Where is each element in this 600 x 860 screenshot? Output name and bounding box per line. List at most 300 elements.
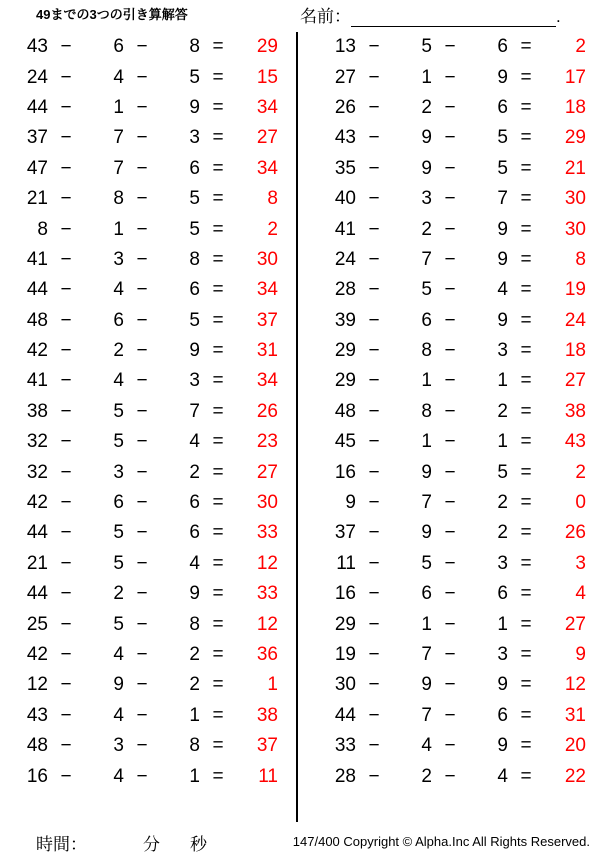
operand-first: 41 — [334, 218, 356, 240]
minus-sign-icon: − — [444, 431, 456, 453]
operand-second: 1 — [113, 96, 124, 118]
equals-sign-icon: = — [520, 188, 532, 210]
operand-first: 38 — [26, 400, 48, 422]
minus-sign-icon: − — [60, 522, 72, 544]
answer-value: 2 — [267, 218, 278, 240]
minus-sign-icon: − — [60, 704, 72, 726]
equals-sign-icon: = — [520, 66, 532, 88]
minus-sign-icon: − — [444, 492, 456, 514]
operand-first: 47 — [26, 157, 48, 179]
problem-row — [0, 579, 296, 609]
problem-row — [0, 154, 296, 184]
answer-value: 24 — [564, 309, 586, 331]
operand-third: 5 — [189, 309, 200, 331]
operand-second: 5 — [113, 400, 124, 422]
operand-first: 35 — [334, 157, 356, 179]
minus-sign-icon: − — [60, 583, 72, 605]
answer-value: 2 — [575, 36, 586, 58]
minus-sign-icon: − — [60, 218, 72, 240]
operand-first: 26 — [334, 96, 356, 118]
minus-sign-icon: − — [444, 96, 456, 118]
problem-column-left — [0, 32, 296, 792]
operand-first: 45 — [334, 431, 356, 453]
operand-first: 43 — [334, 127, 356, 149]
problem-row — [0, 397, 296, 427]
minus-sign-icon: − — [368, 522, 380, 544]
operand-first: 44 — [26, 96, 48, 118]
operand-second: 2 — [421, 218, 432, 240]
minus-sign-icon: − — [60, 765, 72, 787]
minus-sign-icon: − — [136, 522, 148, 544]
operand-first: 42 — [26, 644, 48, 665]
operand-third: 1 — [497, 431, 508, 453]
operand-first: 9 — [345, 492, 356, 514]
problem-row — [296, 701, 600, 731]
operand-third: 6 — [497, 704, 508, 726]
operand-third: 9 — [497, 218, 508, 240]
operand-first: 44 — [334, 704, 356, 726]
problem-row — [0, 731, 296, 761]
minus-sign-icon: − — [444, 613, 456, 635]
operand-third: 2 — [189, 674, 200, 696]
problem-row — [296, 336, 600, 366]
minus-sign-icon: − — [368, 370, 380, 392]
problem-row — [296, 397, 600, 427]
equals-sign-icon: = — [212, 400, 224, 422]
minus-sign-icon: − — [60, 431, 72, 453]
operand-first: 28 — [334, 765, 356, 787]
minus-sign-icon: − — [136, 400, 148, 422]
operand-third: 3 — [497, 644, 508, 665]
answer-value: 23 — [256, 431, 278, 453]
minus-sign-icon: − — [444, 340, 456, 362]
operand-second: 7 — [113, 127, 124, 149]
minus-sign-icon: − — [444, 66, 456, 88]
operand-first: 39 — [334, 309, 356, 331]
answer-value: 30 — [256, 492, 278, 514]
operand-second: 8 — [113, 188, 124, 210]
equals-sign-icon: = — [212, 613, 224, 635]
operand-first: 32 — [26, 461, 48, 483]
answer-value: 21 — [564, 157, 586, 179]
minus-sign-icon: − — [444, 36, 456, 58]
minus-sign-icon: − — [444, 552, 456, 574]
operand-third: 2 — [189, 461, 200, 483]
answer-value: 9 — [575, 644, 586, 665]
problem-row — [0, 32, 296, 62]
minus-sign-icon: − — [368, 735, 380, 757]
operand-second: 1 — [421, 431, 432, 453]
minus-sign-icon: − — [368, 340, 380, 362]
operand-third: 8 — [189, 36, 200, 58]
answer-value: 12 — [256, 552, 278, 574]
minus-sign-icon: − — [444, 127, 456, 149]
time-label: 時間： — [36, 835, 87, 854]
equals-sign-icon: = — [212, 36, 224, 58]
operand-second: 2 — [113, 340, 124, 362]
minus-sign-icon: − — [444, 400, 456, 422]
problem-row — [0, 93, 296, 123]
operand-third: 7 — [189, 400, 200, 422]
problem-row — [0, 488, 296, 518]
problem-row — [296, 93, 600, 123]
minus-sign-icon: − — [136, 188, 148, 210]
minus-sign-icon: − — [368, 431, 380, 453]
operand-third: 9 — [497, 248, 508, 270]
equals-sign-icon: = — [520, 157, 532, 179]
operand-first: 24 — [334, 248, 356, 270]
operand-second: 3 — [113, 735, 124, 757]
operand-third: 3 — [497, 552, 508, 574]
minus-sign-icon: − — [444, 704, 456, 726]
answer-value: 27 — [564, 370, 586, 392]
equals-sign-icon: = — [212, 127, 224, 149]
answer-value: 38 — [564, 400, 586, 422]
equals-sign-icon: = — [212, 674, 224, 696]
operand-first: 16 — [334, 461, 356, 483]
answer-value: 34 — [256, 370, 278, 392]
equals-sign-icon: = — [520, 279, 532, 301]
problem-row — [296, 62, 600, 92]
equals-sign-icon: = — [520, 674, 532, 696]
operand-second: 6 — [113, 492, 124, 514]
operand-third: 1 — [189, 765, 200, 787]
minus-sign-icon: − — [60, 279, 72, 301]
minus-sign-icon: − — [136, 735, 148, 757]
operand-third: 9 — [497, 735, 508, 757]
operand-second: 8 — [421, 340, 432, 362]
operand-second: 1 — [421, 370, 432, 392]
equals-sign-icon: = — [212, 340, 224, 362]
answer-value: 30 — [256, 248, 278, 270]
operand-third: 6 — [497, 583, 508, 605]
minus-sign-icon: − — [60, 674, 72, 696]
minus-sign-icon: − — [444, 644, 456, 665]
problem-row — [0, 62, 296, 92]
equals-sign-icon: = — [212, 765, 224, 787]
answer-value: 26 — [564, 522, 586, 544]
answer-value: 34 — [256, 157, 278, 179]
operand-first: 40 — [334, 188, 356, 210]
problem-row — [0, 427, 296, 457]
operand-third: 4 — [497, 279, 508, 301]
minus-sign-icon: − — [444, 218, 456, 240]
equals-sign-icon: = — [212, 461, 224, 483]
operand-third: 5 — [189, 218, 200, 240]
minus-sign-icon: − — [60, 188, 72, 210]
operand-second: 7 — [421, 492, 432, 514]
minus-sign-icon: − — [136, 127, 148, 149]
equals-sign-icon: = — [212, 552, 224, 574]
minus-sign-icon: − — [368, 36, 380, 58]
minus-sign-icon: − — [368, 309, 380, 331]
operand-first: 48 — [26, 735, 48, 757]
operand-second: 9 — [421, 461, 432, 483]
operand-second: 3 — [113, 461, 124, 483]
operand-second: 2 — [421, 765, 432, 787]
minus-sign-icon: − — [368, 96, 380, 118]
operand-third: 4 — [497, 765, 508, 787]
operand-third: 5 — [497, 127, 508, 149]
equals-sign-icon: = — [212, 157, 224, 179]
operand-third: 1 — [497, 370, 508, 392]
answer-value: 34 — [256, 279, 278, 301]
equals-sign-icon: = — [212, 704, 224, 726]
operand-second: 5 — [421, 36, 432, 58]
problem-row — [296, 123, 600, 153]
answer-value: 43 — [564, 431, 586, 453]
equals-sign-icon: = — [520, 613, 532, 635]
operand-first: 29 — [334, 340, 356, 362]
operand-third: 3 — [497, 340, 508, 362]
equals-sign-icon: = — [212, 522, 224, 544]
minus-sign-icon: − — [444, 674, 456, 696]
problem-row — [0, 701, 296, 731]
minus-sign-icon: − — [444, 583, 456, 605]
operand-first: 43 — [26, 704, 48, 726]
operand-third: 8 — [189, 735, 200, 757]
operand-first: 37 — [26, 127, 48, 149]
minus-sign-icon: − — [368, 492, 380, 514]
equals-sign-icon: = — [212, 431, 224, 453]
minus-sign-icon: − — [136, 583, 148, 605]
problem-row — [296, 670, 600, 700]
equals-sign-icon: = — [520, 644, 532, 665]
minus-sign-icon: − — [136, 644, 148, 665]
answer-value: 12 — [564, 674, 586, 696]
minus-sign-icon: − — [60, 492, 72, 514]
minus-sign-icon: − — [444, 461, 456, 483]
operand-second: 2 — [421, 96, 432, 118]
problem-row — [296, 275, 600, 305]
operand-third: 1 — [497, 613, 508, 635]
answer-value: 31 — [256, 340, 278, 362]
equals-sign-icon: = — [520, 431, 532, 453]
problem-row — [296, 640, 600, 670]
equals-sign-icon: = — [520, 218, 532, 240]
answer-value: 8 — [267, 188, 278, 210]
minus-sign-icon: − — [368, 279, 380, 301]
operand-second: 5 — [113, 613, 124, 635]
operand-third: 3 — [189, 370, 200, 392]
operand-third: 9 — [189, 340, 200, 362]
operand-third: 4 — [189, 431, 200, 453]
page-title: 49までの3つの引き算解答 — [36, 7, 188, 22]
equals-sign-icon: = — [212, 644, 224, 665]
operand-third: 5 — [189, 66, 200, 88]
minus-sign-icon: − — [368, 674, 380, 696]
name-field-area — [300, 2, 561, 27]
minus-sign-icon: − — [60, 36, 72, 58]
operand-first: 43 — [26, 36, 48, 58]
minus-sign-icon: − — [444, 735, 456, 757]
minus-sign-icon: − — [60, 735, 72, 757]
minus-sign-icon: − — [136, 765, 148, 787]
operand-third: 5 — [497, 157, 508, 179]
answer-value: 27 — [256, 127, 278, 149]
operand-second: 9 — [421, 157, 432, 179]
operand-third: 8 — [189, 248, 200, 270]
problem-column-right — [296, 32, 600, 792]
problem-row — [0, 336, 296, 366]
operand-first: 44 — [26, 583, 48, 605]
minus-sign-icon: − — [136, 674, 148, 696]
operand-second: 6 — [421, 583, 432, 605]
minus-sign-icon: − — [368, 704, 380, 726]
answer-value: 36 — [256, 644, 278, 665]
answer-value: 31 — [564, 704, 586, 726]
operand-second: 9 — [113, 674, 124, 696]
problem-row — [0, 245, 296, 275]
minus-sign-icon: − — [60, 96, 72, 118]
minus-sign-icon: − — [368, 613, 380, 635]
minus-sign-icon: − — [444, 188, 456, 210]
operand-first: 27 — [334, 66, 356, 88]
operand-second: 4 — [421, 735, 432, 757]
minutes-label: 分 — [143, 835, 160, 854]
minus-sign-icon: − — [444, 157, 456, 179]
equals-sign-icon: = — [212, 492, 224, 514]
minus-sign-icon: − — [444, 279, 456, 301]
answer-value: 18 — [564, 96, 586, 118]
minus-sign-icon: − — [368, 552, 380, 574]
operand-first: 42 — [26, 340, 48, 362]
answer-value: 33 — [256, 522, 278, 544]
operand-third: 5 — [189, 188, 200, 210]
minus-sign-icon: − — [444, 765, 456, 787]
problem-row — [296, 518, 600, 548]
minus-sign-icon: − — [368, 127, 380, 149]
problem-row — [296, 245, 600, 275]
operand-third: 1 — [189, 704, 200, 726]
minus-sign-icon: − — [368, 248, 380, 270]
answer-value: 12 — [256, 613, 278, 635]
operand-third: 9 — [189, 583, 200, 605]
minus-sign-icon: − — [444, 309, 456, 331]
operand-third: 6 — [189, 157, 200, 179]
operand-third: 2 — [497, 522, 508, 544]
minus-sign-icon: − — [136, 431, 148, 453]
equals-sign-icon: = — [520, 400, 532, 422]
operand-first: 48 — [334, 400, 356, 422]
minus-sign-icon: − — [136, 66, 148, 88]
operand-first: 28 — [334, 279, 356, 301]
minus-sign-icon: − — [136, 340, 148, 362]
answer-value: 8 — [575, 248, 586, 270]
equals-sign-icon: = — [520, 461, 532, 483]
equals-sign-icon: = — [520, 492, 532, 514]
operand-first: 44 — [26, 522, 48, 544]
operand-third: 9 — [189, 96, 200, 118]
answer-value: 30 — [564, 218, 586, 240]
minus-sign-icon: − — [60, 400, 72, 422]
answer-value: 30 — [564, 188, 586, 210]
minus-sign-icon: − — [136, 704, 148, 726]
operand-first: 25 — [26, 613, 48, 635]
operand-third: 8 — [189, 613, 200, 635]
minus-sign-icon: − — [136, 492, 148, 514]
minus-sign-icon: − — [136, 248, 148, 270]
answer-value: 2 — [575, 461, 586, 483]
equals-sign-icon: = — [520, 552, 532, 574]
operand-first: 29 — [334, 613, 356, 635]
operand-first: 13 — [334, 36, 356, 58]
operand-second: 4 — [113, 644, 124, 665]
operand-second: 3 — [113, 248, 124, 270]
minus-sign-icon: − — [136, 461, 148, 483]
minus-sign-icon: − — [136, 279, 148, 301]
answer-value: 20 — [564, 735, 586, 757]
equals-sign-icon: = — [520, 522, 532, 544]
problem-row — [0, 549, 296, 579]
name-label: 名前： — [300, 7, 351, 26]
problem-row — [296, 154, 600, 184]
problem-row — [0, 366, 296, 396]
operand-second: 1 — [113, 218, 124, 240]
seconds-label: 秒 — [190, 835, 207, 854]
operand-first: 16 — [334, 583, 356, 605]
answer-value: 29 — [256, 36, 278, 58]
minus-sign-icon: − — [368, 765, 380, 787]
name-input-line[interactable] — [351, 9, 556, 27]
answer-value: 33 — [256, 583, 278, 605]
equals-sign-icon: = — [520, 96, 532, 118]
minus-sign-icon: − — [368, 218, 380, 240]
operand-second: 7 — [421, 248, 432, 270]
answer-value: 3 — [575, 552, 586, 574]
operand-third: 6 — [189, 279, 200, 301]
answer-value: 15 — [256, 66, 278, 88]
problem-row — [296, 457, 600, 487]
operand-first: 48 — [26, 309, 48, 331]
operand-first: 12 — [26, 674, 48, 696]
minus-sign-icon: − — [368, 644, 380, 665]
minus-sign-icon: − — [60, 248, 72, 270]
problem-row — [296, 731, 600, 761]
minus-sign-icon: − — [60, 461, 72, 483]
operand-first: 44 — [26, 279, 48, 301]
equals-sign-icon: = — [212, 279, 224, 301]
operand-third: 3 — [189, 127, 200, 149]
operand-second: 1 — [421, 66, 432, 88]
equals-sign-icon: = — [212, 370, 224, 392]
operand-first: 30 — [334, 674, 356, 696]
operand-first: 21 — [26, 552, 48, 574]
operand-second: 8 — [421, 400, 432, 422]
problem-row — [0, 184, 296, 214]
operand-second: 7 — [421, 644, 432, 665]
problem-row — [296, 32, 600, 62]
minus-sign-icon: − — [368, 461, 380, 483]
minus-sign-icon: − — [136, 157, 148, 179]
operand-second: 5 — [421, 279, 432, 301]
operand-second: 4 — [113, 765, 124, 787]
equals-sign-icon: = — [520, 735, 532, 757]
answer-value: 4 — [575, 583, 586, 605]
operand-first: 41 — [26, 248, 48, 270]
operand-second: 7 — [113, 157, 124, 179]
time-record-area — [36, 830, 207, 855]
equals-sign-icon: = — [520, 765, 532, 787]
minus-sign-icon: − — [60, 157, 72, 179]
minus-sign-icon: − — [136, 370, 148, 392]
operand-third: 4 — [189, 552, 200, 574]
answer-value: 1 — [267, 674, 278, 696]
answer-value: 27 — [256, 461, 278, 483]
minus-sign-icon: − — [136, 96, 148, 118]
problem-row — [296, 214, 600, 244]
operand-second: 5 — [113, 431, 124, 453]
